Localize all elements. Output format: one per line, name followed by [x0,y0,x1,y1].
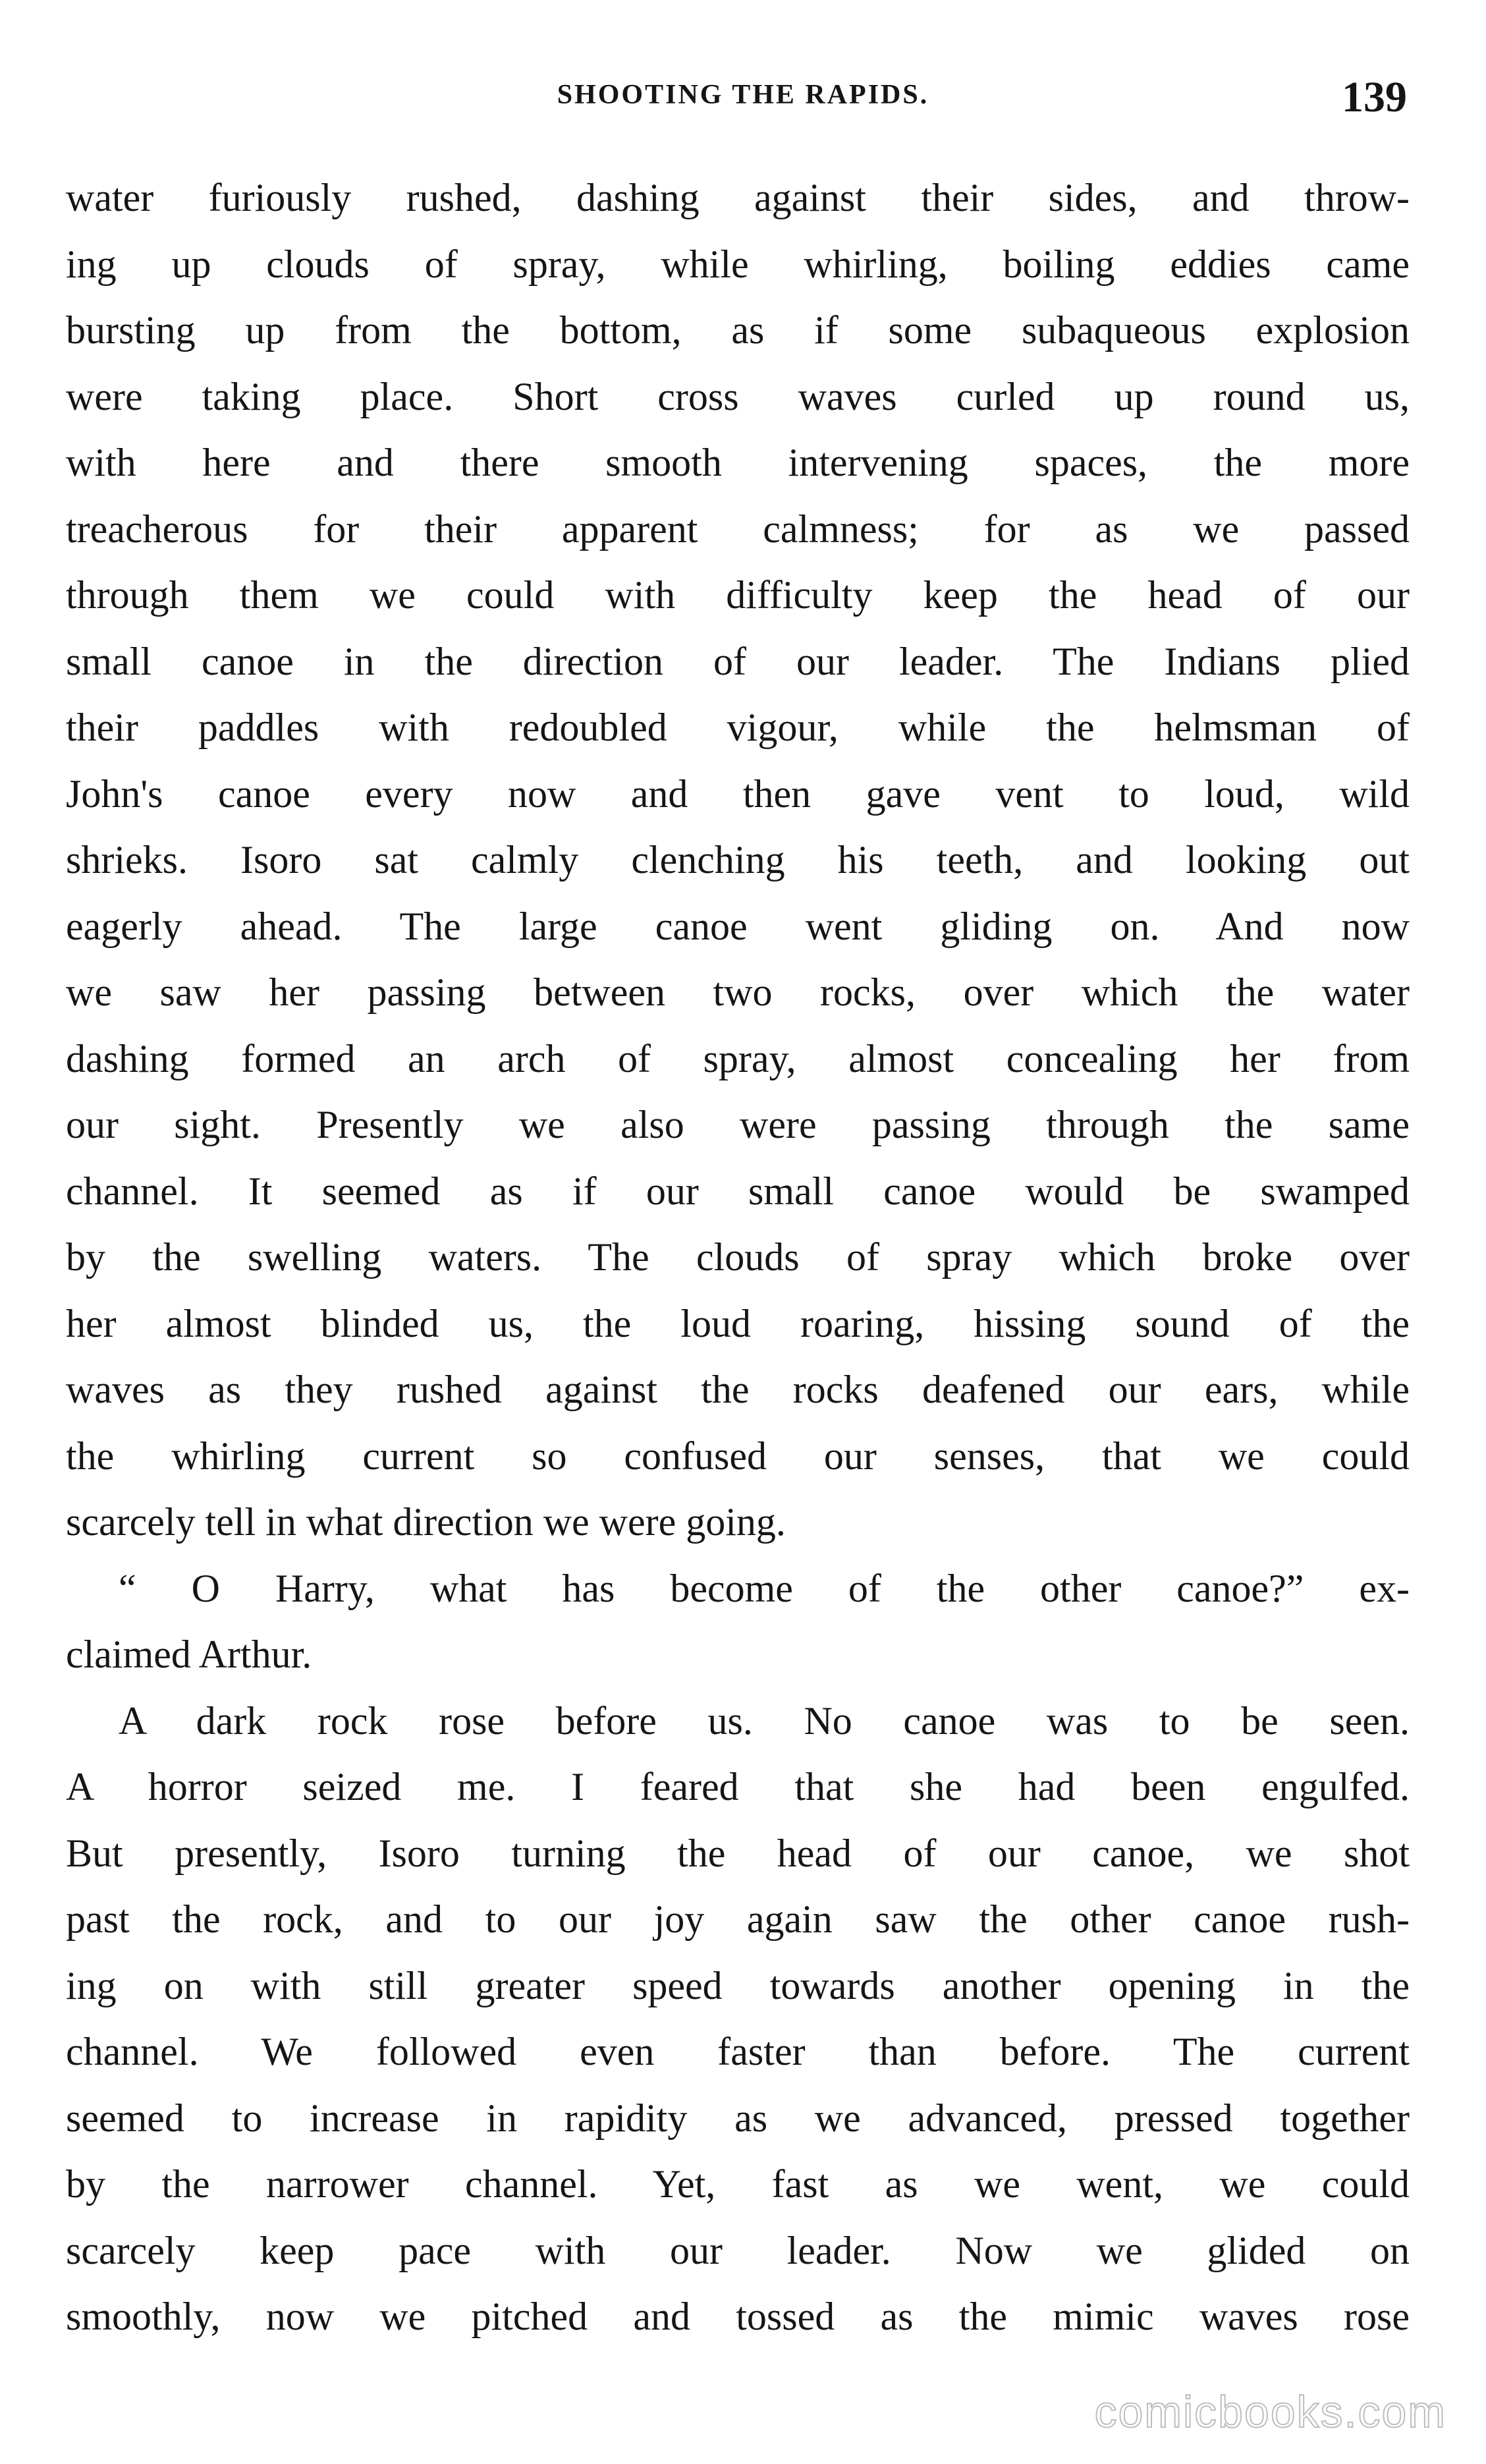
page-number: 139 [1342,73,1407,121]
text-line: “ O Harry, what has become of the other canoe?” ex- [119,1566,1410,1610]
text-line: John's canoe every now and then gave vent to loud, wild [66,771,1410,816]
text-line: A horror seized me. I feared that she had been engulfed. [66,1765,1410,1808]
text-line: dashing formed an arch of spray, almost concealing her from [66,1036,1410,1080]
text-line: we saw her passing between two rocks, over which the water [66,970,1410,1014]
running-title: SHOOTING THE RAPIDS. [557,80,929,110]
text-line: channel. We followed even faster than before. The current [66,2030,1410,2073]
running-header [0,72,1486,125]
text-line: waves as they rushed against the rocks deafened our ears, while [66,1368,1410,1411]
text-line: ing on with still greater speed towards another opening in the [66,1963,1410,2007]
text-line: through them we could with difficulty keep the head of our [66,573,1410,617]
text-line: by the narrower channel. Yet, fast as we went, we could [66,2162,1410,2206]
text-line: scarcely tell in what direction we were going. [66,1500,786,1544]
text-line: claimed Arthur. [66,1633,312,1676]
text-line: our sight. Presently we also were passing through the same [66,1103,1410,1146]
text-line: smoothly, now we pitched and tossed as the mimic waves rose [66,2295,1410,2338]
text-line: the whirling current so confused our senses, that we could [66,1434,1410,1478]
body-text [66,165,1410,2350]
text-line: treacherous for their apparent calmness; for as we passed [66,507,1410,551]
text-line: ing up clouds of spray, while whirling, boiling eddies came [66,242,1410,286]
text-line: But presently, Isoro turning the head of our canoe, we shot [66,1831,1410,1875]
text-line: water furiously rushed, dashing against their sides, and throw- [66,176,1410,219]
text-line: their paddles with redoubled vigour, while the helmsman of [66,706,1410,749]
text-line: seemed to increase in rapidity as we advanced, pressed together [66,2096,1410,2140]
text-line: bursting up from the bottom, as if some subaqueous explosion [66,308,1410,352]
text-line: her almost blinded us, the loud roaring, hissing sound of the [66,1301,1410,1345]
text-line: scarcely keep pace with our leader. Now we glided on [66,2228,1410,2272]
text-line: small canoe in the direction of our leader. The Indians plied [66,639,1410,683]
text-line: shrieks. Isoro sat calmly clenching his teeth, and looking out [66,838,1410,882]
text-line: eagerly ahead. The large canoe went gliding on. And now [66,904,1410,948]
watermark: comicbooks.com [1094,2387,1446,2437]
text-line: were taking place. Short cross waves curled up round us, [66,374,1410,418]
text-line: channel. It seemed as if our small canoe would be swamped [66,1169,1410,1213]
text-line: past the rock, and to our joy again saw the other canoe rush- [66,1897,1410,1941]
text-line: A dark rock rose before us. No canoe was to be seen. [119,1698,1410,1743]
text-line: with here and there smooth intervening spaces, the more [66,441,1410,484]
text-line: by the swelling waters. The clouds of spray which broke over [66,1235,1410,1279]
